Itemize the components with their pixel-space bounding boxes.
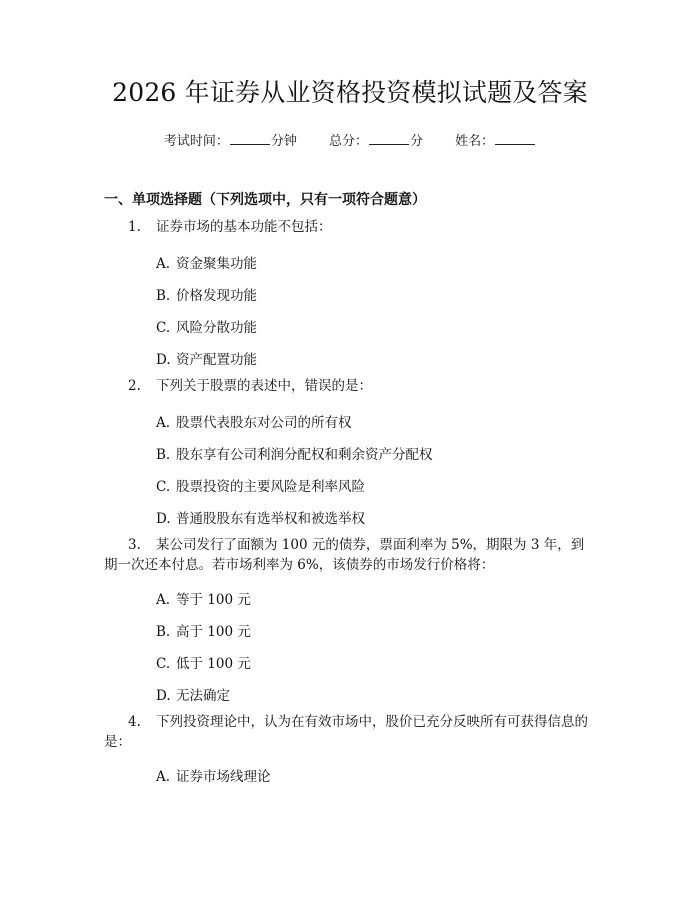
question-2-row <box>104 377 596 408</box>
question-number: 2. <box>128 378 141 394</box>
option-text: 低于 100 元 <box>176 656 251 673</box>
total-score-field <box>329 132 423 150</box>
question-3 <box>104 536 596 713</box>
option-text: 资金聚集功能 <box>176 256 257 273</box>
option-letter: B. <box>156 447 171 464</box>
question-text: 下列投资理论中，认为在有效市场中，股价已充分反映所有可获得信息的是： <box>104 714 588 750</box>
question-list <box>104 218 596 794</box>
name-blank <box>495 132 535 145</box>
option-letter: A. <box>156 415 171 432</box>
question-text: 证券市场的基本功能不包括： <box>156 219 332 235</box>
option-text: 资产配置功能 <box>176 352 257 369</box>
question-3-options <box>104 585 596 713</box>
total-score-label: 总分： <box>328 134 368 149</box>
question-4-options <box>104 762 596 794</box>
option-letter: D. <box>156 352 171 369</box>
option-a <box>104 585 596 617</box>
exam-meta <box>0 132 700 150</box>
option-d <box>104 681 596 713</box>
option-letter: C. <box>156 320 171 337</box>
option-text: 价格发现功能 <box>176 288 257 305</box>
exam-time-label: 考试时间： <box>163 134 229 149</box>
option-text: 普通股股东有选举权和被选举权 <box>176 511 365 528</box>
option-text: 股东享有公司利润分配权和剩余资产分配权 <box>176 447 433 464</box>
question-number: 1. <box>128 219 141 235</box>
question-number: 3. <box>128 537 141 553</box>
option-letter: A. <box>156 592 171 609</box>
question-4 <box>104 713 596 794</box>
option-b <box>104 281 596 313</box>
name-label: 姓名： <box>455 134 495 149</box>
question-2-options <box>104 408 596 536</box>
option-a <box>104 408 596 440</box>
option-a <box>104 762 596 794</box>
question-2 <box>104 377 596 536</box>
option-letter: C. <box>156 479 171 496</box>
question-3-row <box>104 536 596 575</box>
option-letter: A. <box>156 769 171 786</box>
option-text: 等于 100 元 <box>176 592 251 609</box>
total-score-unit: 分 <box>410 134 424 149</box>
question-text: 下列关于股票的表述中，错误的是： <box>156 378 372 394</box>
option-d <box>104 504 596 536</box>
option-text: 风险分散功能 <box>176 320 257 337</box>
question-1-options <box>104 249 596 377</box>
exam-time-field <box>164 132 297 150</box>
question-1 <box>104 218 596 377</box>
option-a <box>104 249 596 281</box>
option-letter: A. <box>156 256 171 273</box>
option-letter: D. <box>156 511 171 528</box>
option-text: 股票投资的主要风险是利率风险 <box>176 479 365 496</box>
option-text: 高于 100 元 <box>176 624 251 641</box>
exam-time-unit: 分钟 <box>270 134 297 149</box>
option-d <box>104 345 596 377</box>
question-text: 某公司发行了面额为 100 元的债券，票面利率为 5%，期限为 3 年，到期一次还本付息。若市场利率为 6%，该债券的市场发行价格将： <box>104 537 585 573</box>
option-c <box>104 649 596 681</box>
option-letter: D. <box>156 688 171 705</box>
option-text: 证券市场线理论 <box>176 769 271 786</box>
exam-time-blank <box>230 132 270 145</box>
total-score-blank <box>369 132 409 145</box>
name-field <box>455 132 536 150</box>
option-letter: C. <box>156 656 171 673</box>
option-text: 无法确定 <box>176 688 230 705</box>
option-b <box>104 440 596 472</box>
option-c <box>104 472 596 504</box>
option-text: 股票代表股东对公司的所有权 <box>176 415 352 432</box>
question-4-row <box>104 713 596 752</box>
question-1-row <box>104 218 596 249</box>
page-title: 2026 年证券从业资格投资模拟试题及答案 <box>112 78 588 107</box>
option-c <box>104 313 596 345</box>
option-letter: B. <box>156 288 171 305</box>
section-heading: 一、单项选择题（下列选项中，只有一项符合题意） <box>104 192 426 208</box>
option-letter: B. <box>156 624 171 641</box>
option-b <box>104 617 596 649</box>
question-number: 4. <box>128 714 141 731</box>
